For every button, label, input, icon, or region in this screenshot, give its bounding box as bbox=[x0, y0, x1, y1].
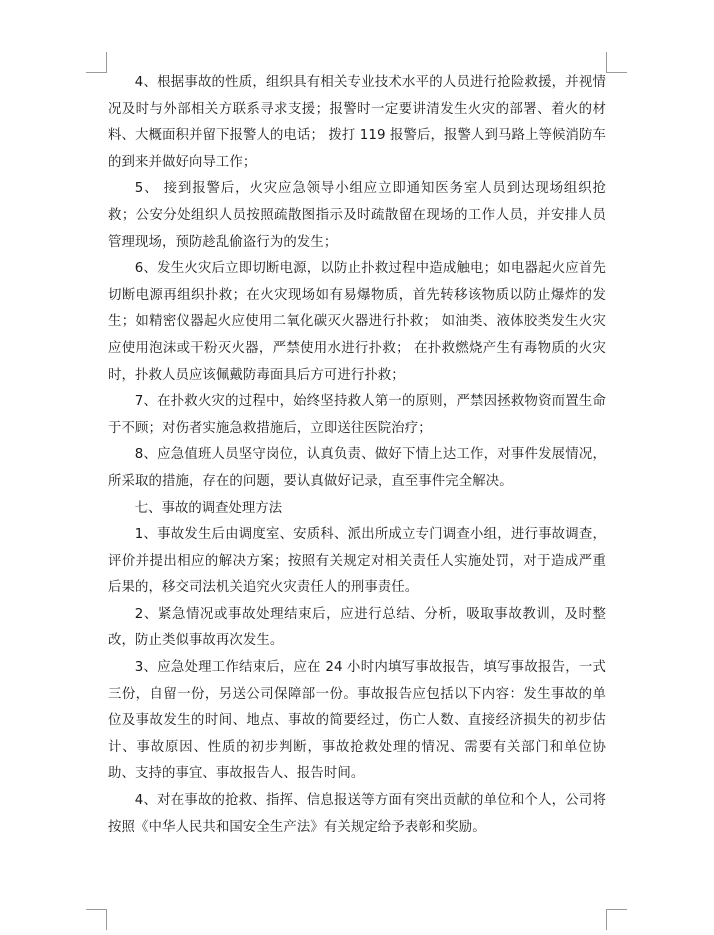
paragraph-item-6: 6、发生火灾后立即切断电源，以防止扑救过程中造成触电；如电器起火应首先切断电源再组织扑救；在火灾现场如有易爆物质，首先转移该物质以防止爆炸的发生；如精密仪器起火应使用二氧化碳灭火器进行扑救； 如油类、液体胶类发生火灾应使用泡沫或干粉灭火器，严禁使用水进行扑救； 在扑救燃烧产生有毒物质的火灾时，扑救人员应该佩戴防毒面具后方可进行扑救； bbox=[108, 261, 606, 383]
page-corner-mark-bottom-right bbox=[606, 909, 627, 930]
page-corner-mark-top-left bbox=[86, 52, 107, 73]
section-paragraph-1: 1、事故发生后由调度室、安质科、派出所成立专门调查小组，进行事故调查，评价并提出相应的解决方案；按照有关规定对相关责任人实施处罚，对于造成严重后果的，移交司法机关追究火灾责任人的刑事责任。 bbox=[108, 527, 606, 596]
document-body bbox=[108, 70, 606, 841]
section-heading: 七、事故的调查处理方法 bbox=[134, 500, 283, 516]
paragraph-item-8: 8、应急值班人员坚守岗位，认真负责、做好下情上达工作，对事件发展情况，所采取的措施，存在的问题，要认真做好记录，直至事件完全解决。 bbox=[108, 447, 606, 489]
paragraph-item-5: 5、 接到报警后，火灾应急领导小组应立即通知医务室人员到达现场组织抢救；公安分处组织人员按照疏散图指示及时疏散留在现场的工作人员，并安排人员管理现场，预防趁乱偷盗行为的发生； bbox=[108, 181, 606, 250]
paragraph-item-7: 7、在扑救火灾的过程中，始终坚持救人第一的原则，严禁因拯救物资而置生命于不顾；对伤者实施急救措施后，立即送往医院治疗； bbox=[108, 394, 606, 436]
section-paragraph-4: 4、对在事故的抢救、指挥、信息报送等方面有突出贡献的单位和个人，公司将按照《中华人民共和国安全生产法》有关规定给予表彰和奖励。 bbox=[108, 793, 606, 835]
page-corner-mark-top-right bbox=[606, 52, 627, 73]
section-paragraph-2: 2、紧急情况或事故处理结束后，应进行总结、分析，吸取事故教训，及时整改，防止类似事故再次发生。 bbox=[108, 606, 606, 649]
page-corner-mark-bottom-left bbox=[86, 909, 107, 930]
paragraph-item-4: 4、根据事故的性质，组织具有相关专业技术水平的人员进行抢险救援，并视情况及时与外部相关方联系寻求支援；报警时一定要讲清发生火灾的部署、着火的材料、大概面积并留下报警人的电话； 拨打 119 报警后，报警人到马路上等候消防车的到来并做好向导工作； bbox=[108, 75, 606, 170]
section-paragraph-3: 3、应急处理工作结束后，应在 24 小时内填写事故报告，填写事故报告，一式三份，自留一份，另送公司保障部一份。事故报告应包括以下内容：发生事故的单位及事故发生的时间、地点、事故的简要经过，伤亡人数、直接经济损失的初步估计、事故原因、性质的初步判断，事故抢救处理的情况、需要有关部门和单位协助、支持的事宜、事故报告人、报告时间。 bbox=[108, 660, 606, 782]
